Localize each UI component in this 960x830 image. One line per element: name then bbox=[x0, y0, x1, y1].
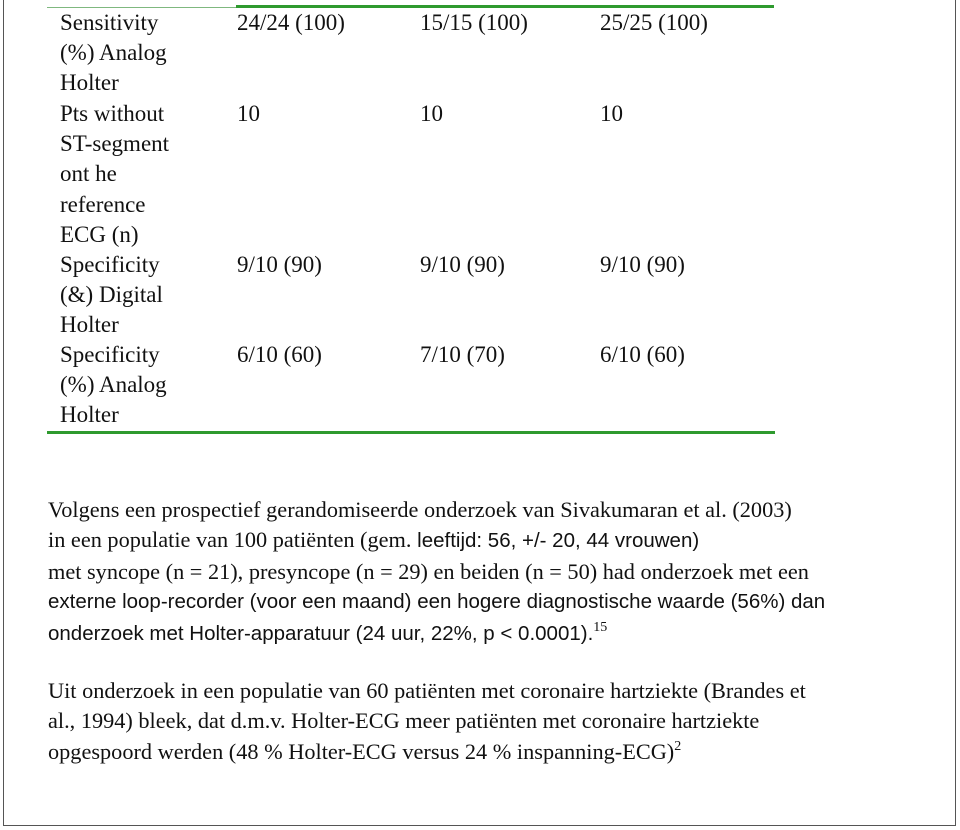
cell-value: 9/10 (90) bbox=[600, 252, 685, 277]
cell-value: 6/10 (60) bbox=[237, 342, 322, 367]
reference-number: 2 bbox=[674, 738, 682, 754]
cell-value: 7/10 (70) bbox=[420, 342, 505, 367]
paragraph-line bbox=[48, 525, 948, 556]
paragraph-line: externe loop-recorder (voor een maand) een hogere diagnostische waarde (56%) dan bbox=[48, 590, 826, 614]
paragraph-line bbox=[48, 618, 948, 649]
paragraph-line-part: onderzoek met Holter-apparatuur (24 uur, 22%, p < 0.0001). bbox=[48, 621, 594, 645]
table-bottom-rule bbox=[47, 431, 775, 434]
paragraph-line-part: opgespoord werden (48 % Holter-ECG versus 24 % inspanning-ECG) bbox=[48, 738, 675, 764]
paragraph-line-part: leeftijd: 56, +/- 20, 44 vrouwen) bbox=[411, 529, 700, 553]
cell-value: 15/15 (100) bbox=[420, 10, 528, 35]
cell-value: 10 bbox=[420, 101, 443, 126]
cell-value: 9/10 (90) bbox=[237, 252, 322, 277]
cell-value: 10 bbox=[237, 101, 260, 126]
paragraph-line-part: in een populatie van 100 patiënten (gem. bbox=[48, 527, 412, 553]
paragraph-brandes bbox=[48, 676, 948, 767]
paragraph-line: Uit onderzoek in een populatie van 60 patiënten met coronaire hartziekte (Brandes et bbox=[48, 678, 806, 703]
cell-value: 6/10 (60) bbox=[600, 342, 685, 367]
row-label: Specificity (%) Analog Holter bbox=[60, 342, 167, 428]
cell-value: 9/10 (90) bbox=[420, 252, 505, 277]
paragraph-sivakumaran bbox=[48, 495, 948, 649]
row-label: Pts without ST-segment ont he reference ECG (n) bbox=[60, 101, 170, 247]
row-label: Specificity (&) Digital Holter bbox=[60, 252, 163, 338]
cell-value: 25/25 (100) bbox=[600, 10, 708, 35]
paragraph-line: met syncope (n = 21), presyncope (n = 29) en beiden (n = 50) had onderzoek met een bbox=[48, 558, 809, 584]
cell-value: 24/24 (100) bbox=[237, 10, 345, 35]
paragraph-line: Volgens een prospectief gerandomiseerde onderzoek van Sivakumaran et al. (2003) bbox=[48, 497, 792, 522]
paragraph-line bbox=[48, 737, 948, 767]
reference-number: 15 bbox=[593, 619, 608, 635]
cell-value: 10 bbox=[600, 101, 623, 126]
row-label: Sensitivity (%) Analog Holter bbox=[60, 10, 167, 96]
paragraph-line: al., 1994) bleek, dat d.m.v. Holter-ECG meer patiënten met coronaire hartziekte bbox=[48, 708, 760, 734]
